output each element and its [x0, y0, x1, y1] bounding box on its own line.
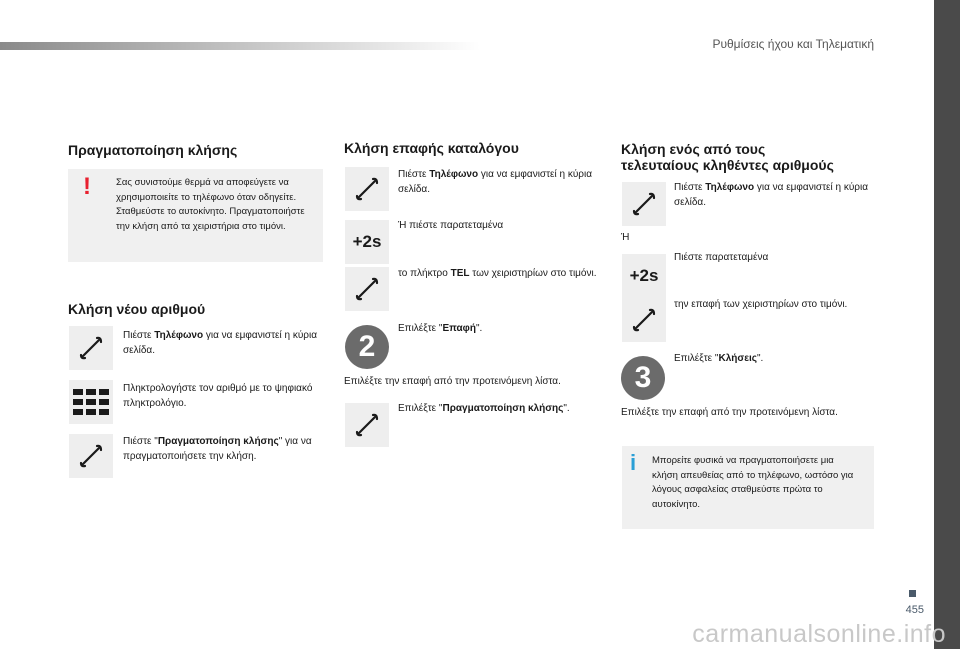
step-number-badge: 3: [621, 356, 665, 400]
phone-icon-box: [69, 326, 113, 370]
step-bold: TEL: [450, 268, 470, 279]
step-tel-button: [398, 266, 598, 281]
step-text: Πιέστε ": [123, 436, 158, 447]
step-text: για να εμφανιστεί η κύρια σελίδα.: [674, 182, 868, 208]
step-bold: Πραγματοποίηση κλήσης: [157, 436, 279, 447]
heading-recent-calls-line2: τελευταίους κληθέντες αριθμούς: [621, 157, 834, 173]
keypad-icon-box: [69, 380, 113, 424]
step-text: Επιλέξτε ": [398, 323, 443, 334]
phone-icon: [78, 335, 104, 361]
step-press-phone: [398, 167, 598, 197]
phone-icon: [78, 443, 104, 469]
warning-text: Σας συνιστούμε θερμά να αποφεύγετε να χρησιμοποιείτε το τηλέφωνο όταν οδηγείτε. Σταθμεύστε το αυτοκίνητο. Πραγματοποιήστε την κλήση από τα χειριστήρια στο τιμόνι.: [116, 177, 305, 232]
step-text: ".: [563, 403, 570, 414]
step-bold: Τηλέφωνο: [429, 169, 479, 180]
step-text: Επιλέξτε ": [674, 353, 719, 364]
long-press-icon: +2s: [629, 266, 659, 285]
step-steering-contact: την επαφή των χειριστηρίων στο τιμόνι.: [674, 299, 848, 310]
step-choose-from-list: Επιλέξτε την επαφή από την προτεινόμενη λίστα.: [344, 376, 561, 387]
plus2s-icon-box: [345, 220, 389, 264]
phone-icon-box: [345, 267, 389, 311]
step-bold: Πραγματοποίηση κλήσης: [442, 403, 564, 414]
plus2s-icon-box: [622, 254, 666, 298]
heading-make-call: Πραγματοποίηση κλήσης: [68, 142, 238, 158]
heading-call-contact: Κλήση επαφής καταλόγου: [344, 140, 519, 156]
step-text: για να εμφανιστεί η κύρια σελίδα.: [398, 169, 592, 195]
side-tab: [934, 0, 960, 649]
phone-icon: [354, 176, 380, 202]
step-text: ".: [475, 323, 483, 334]
step-bold: Κλήσεις: [718, 353, 757, 364]
warning-icon: !: [83, 173, 91, 200]
phone-icon-box: [622, 182, 666, 226]
keypad-icon: [73, 389, 109, 415]
page-number: 455: [905, 604, 924, 616]
step-number-badge: 2: [345, 325, 389, 369]
phone-icon: [631, 307, 657, 333]
step-long-press: Ή πιέστε παρατεταμένα: [398, 220, 504, 231]
step-select-calls: [674, 351, 874, 366]
page-marker-icon: [909, 590, 916, 597]
step-long-press: Πιέστε παρατεταμένα: [674, 252, 769, 263]
step-bold: Επαφή: [442, 323, 476, 334]
heading-new-number: Κλήση νέου αριθμού: [68, 301, 206, 317]
step-text: για να εμφανιστεί η κύρια σελίδα.: [123, 330, 317, 356]
phone-icon: [354, 412, 380, 438]
phone-icon: [631, 191, 657, 217]
info-icon: i: [630, 450, 637, 475]
phone-icon-box: [622, 298, 666, 342]
heading-recent-calls-line1: Κλήση ενός από τους: [621, 141, 766, 157]
step-text: " για να πραγματοποιήσετε την κλήση.: [123, 436, 312, 462]
step-press-phone: [123, 328, 323, 358]
long-press-icon: +2s: [352, 232, 382, 251]
step-text: των χειριστηρίων στο τιμόνι.: [469, 268, 597, 279]
step-dial-number: Πληκτρολογήστε τον αριθμό με το ψηφιακό πληκτρολόγιο.: [123, 383, 313, 409]
step-text: Επιλέξτε ": [398, 403, 443, 414]
phone-icon-box: [69, 434, 113, 478]
header-gradient-bar: [0, 42, 480, 50]
step-press-phone: [674, 180, 874, 210]
phone-icon: [354, 276, 380, 302]
step-choose-from-list: Επιλέξτε την επαφή από την προτεινόμενη λίστα.: [621, 407, 838, 418]
step-make-call: [398, 401, 598, 416]
step-bold: Τηλέφωνο: [154, 330, 204, 341]
step-text: το πλήκτρο: [398, 268, 451, 279]
step-make-call: [123, 434, 328, 464]
step-text: Πιέστε: [123, 330, 155, 341]
step-bold: Τηλέφωνο: [705, 182, 755, 193]
phone-icon-box: [345, 167, 389, 211]
section-title: Ρυθμίσεις ήχου και Τηλεματική: [712, 37, 874, 51]
step-text: Πιέστε: [398, 169, 430, 180]
or-label: Ή: [621, 232, 630, 243]
step-select-contact: [398, 321, 598, 336]
phone-icon-box: [345, 403, 389, 447]
watermark: carmanualsonline.info: [692, 620, 946, 648]
info-text: Μπορείτε φυσικά να πραγματοποιήσετε μια κλήση απευθείας από το τηλέφωνο, ωστόσο για λόγους ασφαλείας σταθμεύστε πρώτα το αυτοκίνητο.: [652, 455, 854, 510]
step-text: ".: [756, 353, 764, 364]
step-text: Πιέστε: [674, 182, 706, 193]
